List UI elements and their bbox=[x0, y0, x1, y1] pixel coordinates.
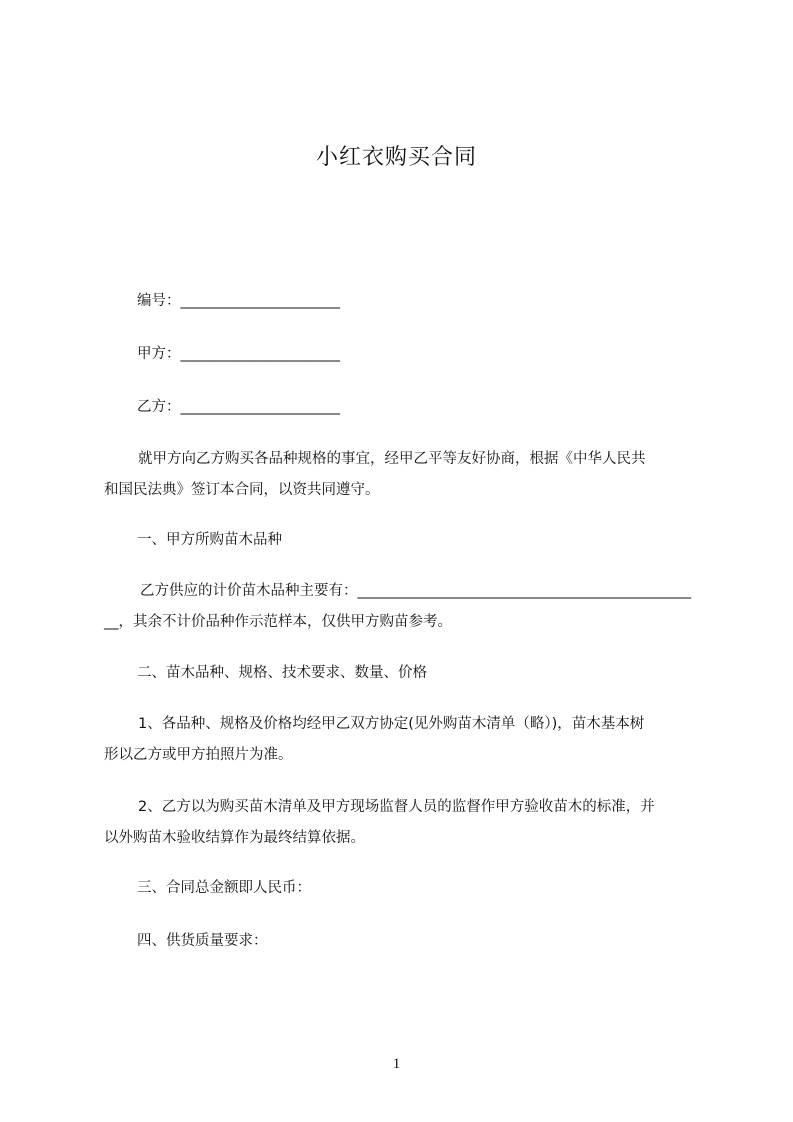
party-a-field bbox=[137, 345, 340, 363]
section-1-line-2: __，其余不计价品种作示范样本，仅供甲方购苗参考。 bbox=[104, 614, 452, 630]
contract-number-label: 编号： bbox=[137, 293, 181, 309]
section-2-heading: 二、苗木品种、规格、技术要求、数量、价格 bbox=[137, 665, 427, 681]
party-a-label: 甲方： bbox=[137, 346, 181, 362]
section-2-item-2-line-2: 以外购苗木验收结算作为最终结算依据。 bbox=[104, 830, 365, 846]
section-2-item-1-line-1: 1、各品种、规格及价格均经甲乙双方协定(见外购苗木清单（略）)，苗木基本树 bbox=[138, 716, 645, 732]
section-2-item-2-line-1: 2、乙方以为购买苗木清单及甲方现场监督人员的监督作甲方验收苗木的标准，并 bbox=[138, 799, 655, 815]
contract-number-field bbox=[137, 292, 340, 310]
contract-number-blank: ______________________ bbox=[180, 293, 340, 309]
document-title: 小红衣购买合同 bbox=[315, 145, 477, 170]
intro-paragraph bbox=[104, 444, 704, 506]
section-1-line-1: 乙方供应的计价苗木品种主要有：______________________________________________ bbox=[140, 583, 691, 599]
section-4-heading: 四、供货质量要求： bbox=[137, 933, 268, 949]
page-number: 1 bbox=[392, 1056, 401, 1072]
party-b-blank: ______________________ bbox=[180, 399, 340, 415]
party-b-field bbox=[137, 398, 340, 416]
section-2-item-1-line-2: 形以乙方或甲方拍照片为准。 bbox=[104, 747, 293, 763]
section-1-heading: 一、甲方所购苗木品种 bbox=[137, 532, 282, 548]
party-b-label: 乙方： bbox=[137, 399, 181, 415]
section-2-item-2 bbox=[104, 792, 704, 854]
section-1-paragraph bbox=[104, 576, 704, 638]
section-3-heading: 三、合同总金额即人民币： bbox=[137, 880, 311, 896]
intro-line-2: 和国民法典》签订本合同，以资共同遵守。 bbox=[104, 482, 380, 498]
section-2-item-1 bbox=[104, 709, 704, 771]
party-a-blank: ______________________ bbox=[180, 346, 340, 362]
intro-line-1: 就甲方向乙方购买各品种规格的事宜，经甲乙平等友好协商，根据《中华人民共 bbox=[138, 451, 646, 467]
